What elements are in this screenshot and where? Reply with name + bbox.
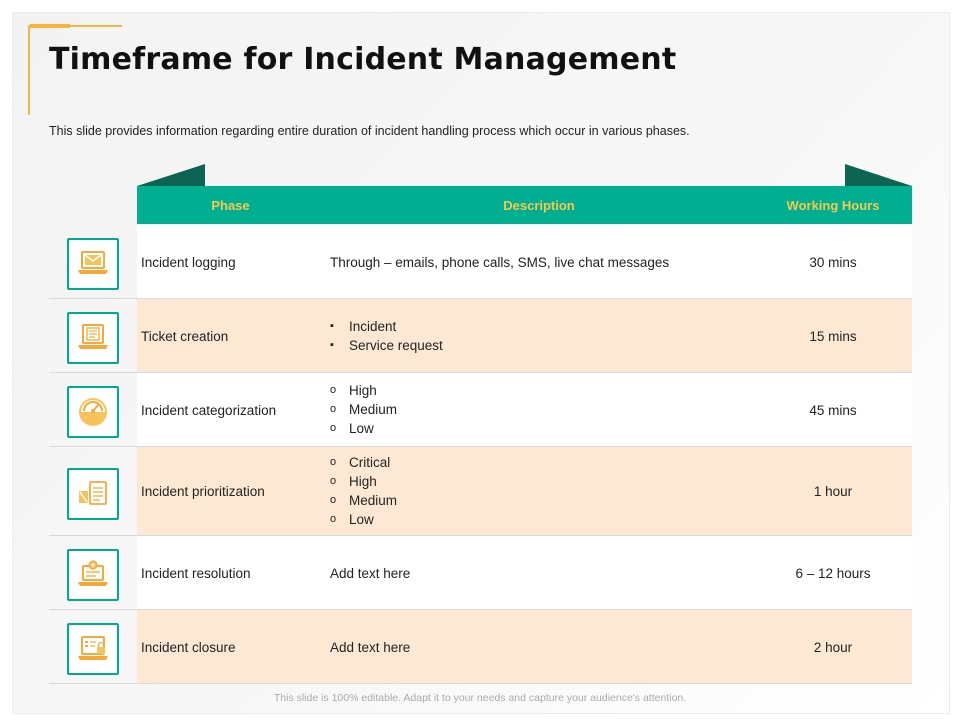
list-item: o Low	[330, 512, 374, 527]
clipboard-icon	[67, 468, 119, 520]
working-hours-value: 6 – 12 hours	[795, 566, 871, 581]
working-hours-value: 2 hour	[813, 640, 853, 655]
phase-label: Incident categorization	[141, 403, 277, 418]
footer-note: This slide is 100% editable. Adapt it to your needs and capture your audience's attention.	[273, 692, 687, 704]
header-description: Description	[503, 198, 575, 213]
lock-laptop-icon	[67, 623, 119, 675]
working-hours-value: 1 hour	[813, 484, 853, 499]
header-phase: Phase	[211, 198, 250, 213]
list-item: ▪ Incident	[330, 319, 397, 334]
description-list	[330, 317, 443, 355]
list-item: ▪ Service request	[330, 338, 443, 353]
table-row	[49, 447, 912, 536]
ticket-laptop-icon	[67, 312, 119, 364]
list-item: o High	[330, 383, 377, 398]
working-hours-value: 30 mins	[809, 255, 857, 270]
list-item: o Medium	[330, 493, 398, 508]
bullet-mark: o	[330, 403, 337, 415]
header-flap-right	[845, 164, 912, 186]
bullet-mark: o	[330, 456, 337, 468]
bullet-mark: ▪	[330, 339, 334, 351]
table-row	[49, 536, 912, 610]
accent-line-vertical	[28, 25, 30, 115]
description-list	[330, 453, 397, 529]
table-row	[49, 373, 912, 447]
description-text: Add text here	[330, 640, 411, 655]
phase-label: Incident resolution	[141, 566, 251, 581]
bullet-mark: o	[330, 384, 337, 396]
header-working-hours: Working Hours	[786, 198, 880, 213]
phase-label: Ticket creation	[141, 329, 229, 344]
table-row	[49, 225, 912, 299]
phase-label: Incident closure	[141, 640, 236, 655]
email-laptop-icon	[67, 238, 119, 290]
working-hours-value: 15 mins	[809, 329, 857, 344]
table-row	[49, 610, 912, 684]
description-list	[330, 381, 397, 438]
list-item: o Medium	[330, 402, 398, 417]
table-header	[137, 186, 912, 224]
gauge-icon	[67, 386, 119, 438]
list-item: o Low	[330, 421, 374, 436]
phase-label: Incident prioritization	[141, 484, 265, 499]
header-flap-left	[137, 164, 205, 186]
phase-label: Incident logging	[141, 255, 236, 270]
bullet-mark: ▪	[330, 320, 334, 332]
list-item: o High	[330, 474, 377, 489]
bullet-mark: o	[330, 475, 337, 487]
bullet-mark: o	[330, 422, 337, 434]
page-subtitle: This slide provides information regarding entire duration of incident handling process which occur in various phases.	[49, 124, 690, 138]
settings-laptop-icon	[67, 549, 119, 601]
accent-bar	[30, 24, 70, 28]
page-title: Timeframe for Incident Management	[49, 42, 677, 77]
table-row	[49, 299, 912, 373]
bullet-mark: o	[330, 513, 337, 525]
working-hours-value: 45 mins	[809, 403, 857, 418]
bullet-mark: o	[330, 494, 337, 506]
description-text: Add text here	[330, 566, 411, 581]
list-item: o Critical	[330, 455, 391, 470]
description-text: Through – emails, phone calls, SMS, live chat messages	[330, 255, 670, 270]
